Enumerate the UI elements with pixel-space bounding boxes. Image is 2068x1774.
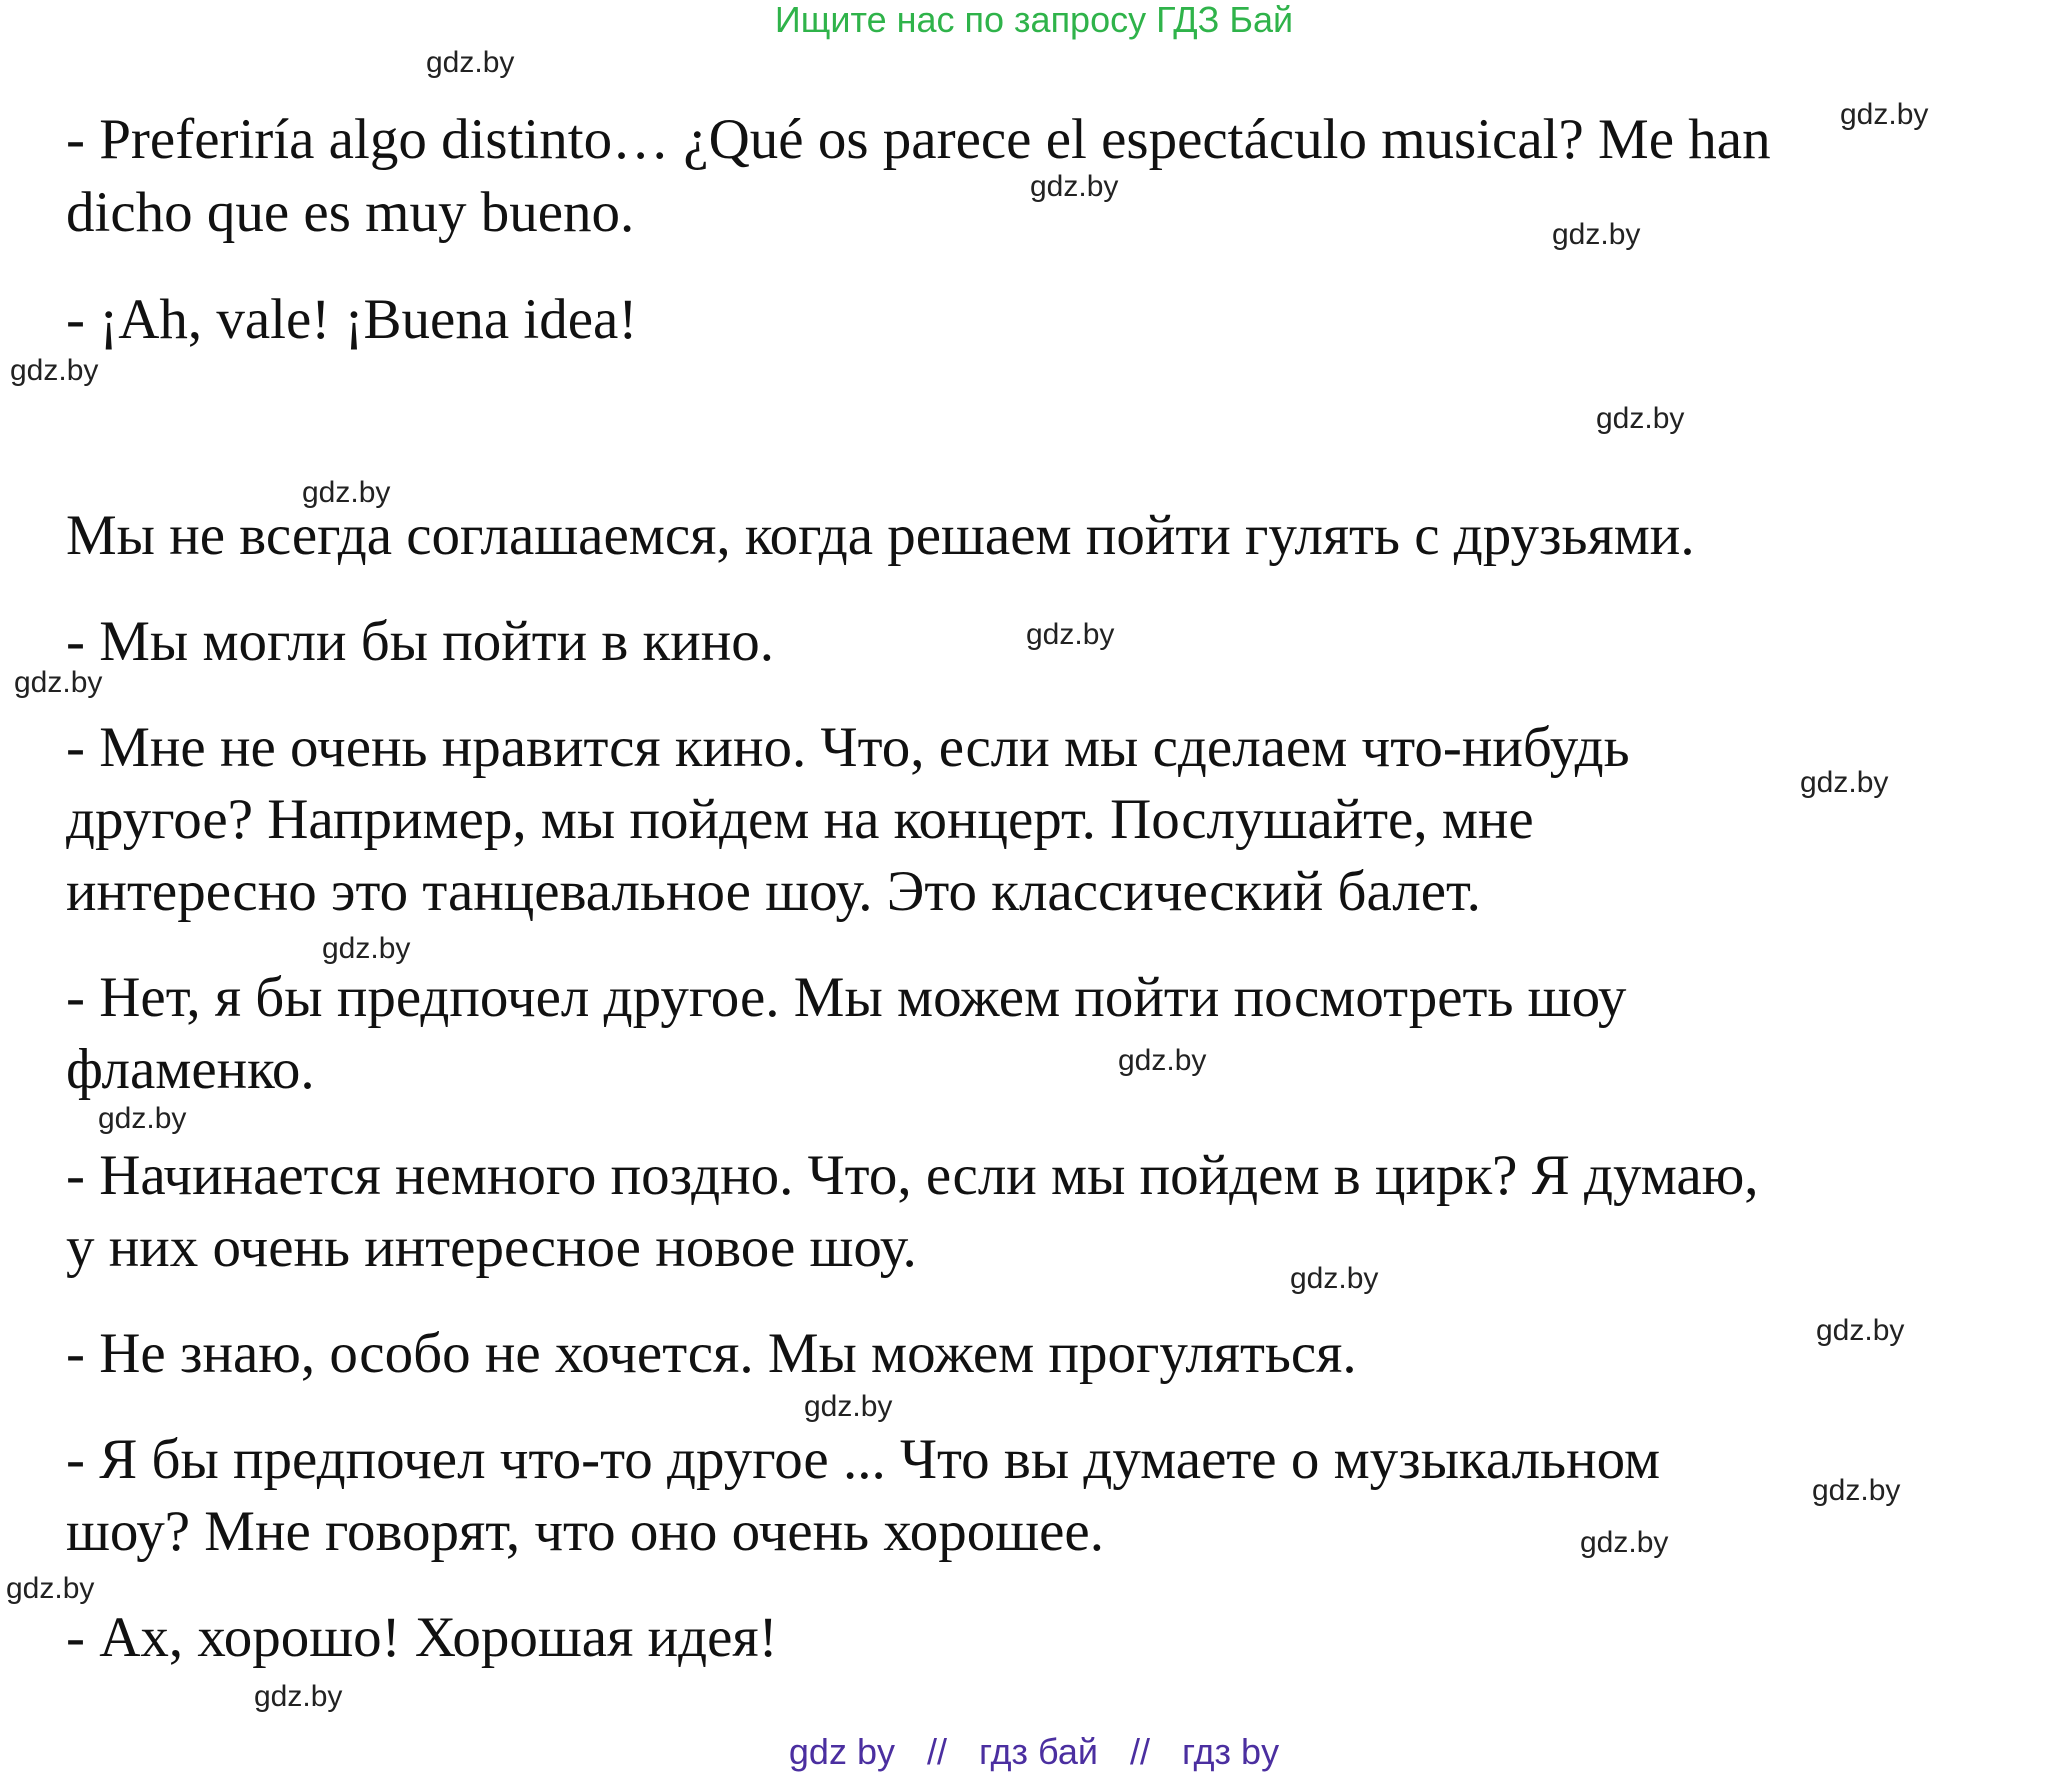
footer-separator: // [1130,1731,1151,1772]
watermark: gdz.by [302,476,391,509]
watermark: gdz.by [1030,170,1119,203]
watermark: gdz.by [1812,1474,1901,1507]
watermark: gdz.by [1580,1526,1669,1559]
watermark: gdz.by [1118,1044,1207,1077]
russian-line-2: - Мне не очень нравится кино. Что, если мы сделаем что-нибудь [66,716,1630,779]
watermark: gdz.by [1290,1262,1379,1295]
russian-line-5: - Нет, я бы предпочел другое. Мы можем пойти посмотреть шоу [66,966,1627,1029]
watermark: gdz.by [322,932,411,965]
russian-line-1: - Мы могли бы пойти в кино. [66,610,775,673]
watermark: gdz.by [1800,766,1889,799]
watermark: gdz.by [6,1572,95,1605]
spanish-line-1: - Preferiría algo distinto… ¿Qué os parece el espectáculo musical? Me han [66,108,1771,171]
spanish-line-3: - ¡Ah, vale! ¡Buena idea! [66,288,638,351]
russian-line-4: интересно это танцевальное шоу. Это классический балет. [66,860,1481,923]
russian-line-12: - Ах, хорошо! Хорошая идея! [66,1606,778,1669]
russian-line-9: - Не знаю, особо не хочется. Мы можем прогуляться. [66,1322,1357,1385]
footer-links [0,1732,2068,1772]
watermark: gdz.by [14,666,103,699]
watermark: gdz.by [426,46,515,79]
russian-line-6: фламенко. [66,1038,315,1101]
russian-line-7: - Начинается немного поздно. Что, если мы пойдем в цирк? Я думаю, [66,1144,1759,1207]
footer-separator: // [927,1731,948,1772]
russian-line-10: - Я бы предпочел что-то другое ... Что вы думаете о музыкальном [66,1428,1661,1491]
spanish-line-2: dicho que es muy bueno. [66,181,635,244]
header-promo-link[interactable]: Ищите нас по запросу ГДЗ Бай [774,0,1294,40]
footer-link-gdz-by[interactable]: gdz by [788,1731,895,1772]
watermark: gdz.by [1840,98,1929,131]
russian-intro: Мы не всегда соглашаемся, когда решаем пойти гулять с друзьями. [66,504,1695,567]
russian-line-11: шоу? Мне говорят, что оно очень хорошее. [66,1500,1104,1563]
watermark: gdz.by [254,1680,343,1713]
footer-link-gdz-by-cyr[interactable]: гдз by [1182,1731,1280,1772]
watermark: gdz.by [804,1390,893,1423]
watermark: gdz.by [1552,218,1641,251]
watermark: gdz.by [1026,618,1115,651]
russian-line-8: у них очень интересное новое шоу. [66,1216,917,1279]
watermark: gdz.by [1596,402,1685,435]
footer-link-gdz-bai[interactable]: гдз бай [979,1731,1098,1772]
russian-line-3: другое? Например, мы пойдем на концерт. Послушайте, мне [66,788,1534,851]
watermark: gdz.by [10,354,99,387]
watermark: gdz.by [1816,1314,1905,1347]
watermark: gdz.by [98,1102,187,1135]
